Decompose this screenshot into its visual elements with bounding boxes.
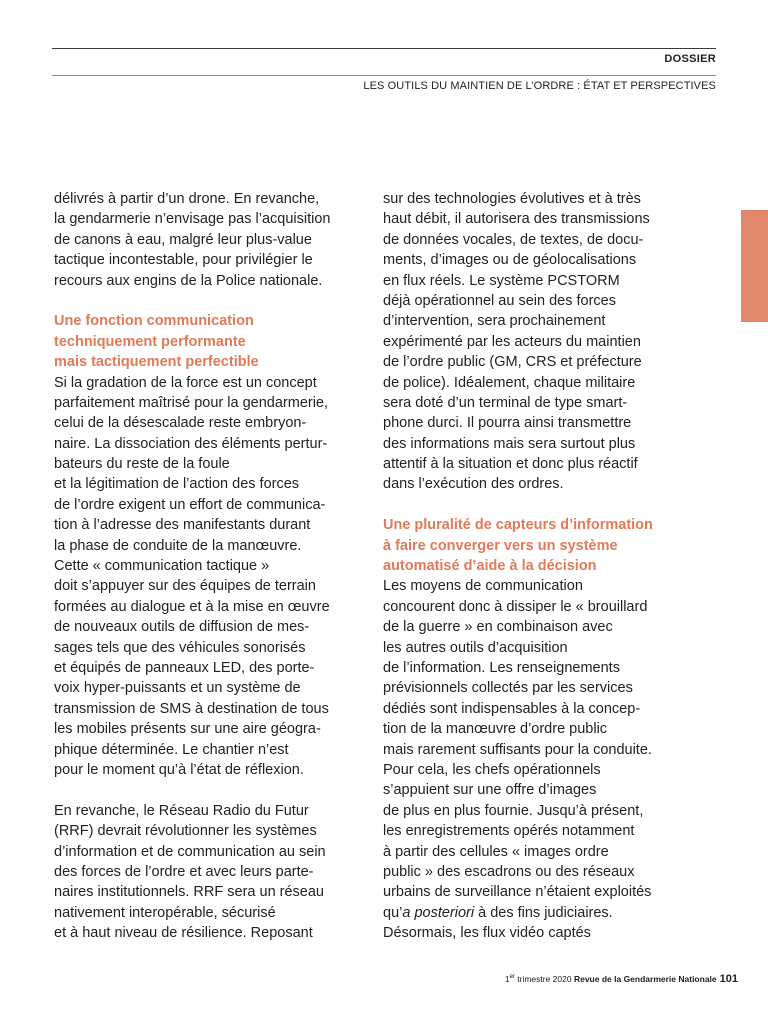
body-line: Si la gradation de la force est un concept (54, 374, 317, 391)
body-line: sera doté d’un terminal de type smart- (383, 394, 628, 411)
section-heading-line: mais tactiquement perfectible (54, 354, 259, 371)
body-line: sages tels que des véhicules sonorisés (54, 639, 306, 656)
issue-number: 1 (504, 974, 510, 984)
section-heading-line: à faire converger vers un système (383, 537, 618, 554)
body-line: public » des escadrons ou des réseaux (383, 863, 635, 880)
body-line: parfaitement maîtrisé pour la gendarmerie, (54, 394, 329, 411)
body-line: et équipés de panneaux LED, des porte- (54, 659, 315, 676)
body-line: les mobiles présents sur une aire géogra- (54, 721, 321, 738)
body-line: Désormais, les flux vidéo captés (383, 925, 591, 942)
page-number: 101 (719, 973, 738, 985)
body-line: tion de la manœuvre d’ordre public (383, 721, 608, 738)
body-line: à partir des cellules « images ordre (383, 843, 609, 860)
body-line: tactique incontestable, pour privilégier le (54, 252, 313, 269)
body-line: des forces de l’ordre et avec leurs parte- (54, 863, 314, 880)
header-top-rule (52, 48, 716, 49)
paragraph-gap (54, 780, 366, 800)
body-line: de données vocales, de textes, de docu- (383, 231, 644, 248)
body-line: naires institutionnels. RRF sera un réseau (54, 884, 324, 901)
body-line: s’appuient sur une offre d’images (383, 782, 597, 799)
body-line: urbains de surveillance n’étaient exploités (383, 884, 652, 901)
body-line: celui de la désescalade reste embryon- (54, 415, 307, 432)
body-line: de nouveaux outils de diffusion de mes- (54, 619, 310, 636)
body-line: sur des technologies évolutives et à très (383, 191, 641, 207)
body-line: haut débit, il autorisera des transmissions (383, 211, 650, 228)
body-line: la phase de conduite de la manœuvre. (54, 537, 302, 554)
body-line: attentif à la situation et donc plus réactif (383, 456, 638, 473)
body-line: Pour cela, les chefs opérationnels (383, 761, 601, 778)
body-line: transmission de SMS à destination de tous (54, 700, 329, 717)
body-line: formées au dialogue et à la mise en œuvre (54, 598, 330, 615)
body-line: déjà opérationnel au sein des forces (383, 292, 616, 309)
body-line: Cette « communication tactique » (54, 558, 270, 575)
body-line: naire. La dissociation des éléments pertur- (54, 435, 328, 452)
body-line: dédiés sont indispensables à la concep- (383, 700, 641, 717)
body-line: prévisionnels collectés par les services (383, 680, 633, 697)
body-line: de l’ordre public (GM, CRS et préfecture (383, 354, 642, 371)
paragraph-gap (383, 495, 697, 515)
line-segment: qu’ (383, 904, 403, 921)
section-label: DOSSIER (664, 53, 716, 65)
body-line: de canons à eau, malgré leur plus-value (54, 231, 312, 248)
right-column (383, 189, 697, 943)
body-line: bateurs du reste de la foule (54, 456, 230, 473)
body-line: de l’information. Les renseignements (383, 659, 620, 676)
body-line: et la légitimation de l’action des forces (54, 476, 300, 493)
body-line: doit s’appuyer sur des équipes de terrain (54, 578, 316, 595)
body-line: expérimenté par les acteurs du maintien (383, 333, 641, 350)
body-line: Les moyens de communication (383, 578, 583, 595)
issue-period: trimestre 2020 (514, 974, 574, 984)
section-subtitle: LES OUTILS DU MAINTIEN DE L’ORDRE : ÉTAT ET PERSPECTIVES (363, 80, 716, 92)
body-line: les autres outils d’acquisition (383, 639, 568, 656)
side-color-tab (741, 210, 768, 322)
section-heading-line: techniquement performante (54, 333, 246, 350)
body-line: de l’ordre exigent un effort de communica- (54, 496, 326, 513)
body-line: des informations mais sera surtout plus (383, 435, 636, 452)
body-line: (RRF) devrait révolutionner les systèmes (54, 823, 317, 840)
body-line: recours aux engins de la Police nationale. (54, 272, 323, 289)
body-line (383, 903, 697, 923)
body-line: pour le moment qu’à l’état de réflexion. (54, 761, 304, 778)
journal-name: Revue de la Gendarmerie Nationale (573, 974, 717, 984)
body-line: phone durci. Il pourra ainsi transmettre (383, 415, 632, 432)
issue-superscript: er (509, 974, 515, 981)
body-line: concourent donc à dissiper le « brouillard (383, 598, 648, 615)
body-line: de la guerre » en combinaison avec (383, 619, 613, 636)
body-line: les enregistrements opérés notamment (383, 823, 635, 840)
body-line: d’information et de communication au sein (54, 843, 326, 860)
line-segment: à des fins judiciaires. (474, 904, 613, 921)
page-footer (505, 973, 738, 985)
body-line: tion à l’adresse des manifestants durant (54, 517, 311, 534)
section-heading-line: automatisé d’aide à la décision (383, 558, 597, 575)
body-line: phique déterminée. Le chantier n’est (54, 741, 289, 758)
section-heading-line: Une fonction communication (54, 313, 254, 330)
body-line: voix hyper-puissants et un système de (54, 680, 301, 697)
body-line: la gendarmerie n’envisage pas l’acquisition (54, 211, 331, 228)
header-divider (52, 75, 716, 76)
italic-phrase: a posteriori (402, 904, 475, 921)
body-line: et à haut niveau de résilience. Reposant (54, 925, 313, 942)
paragraph-gap (54, 291, 366, 311)
body-line: ments, d’images ou de géolocalisations (383, 252, 637, 269)
body-line: nativement interopérable, sécurisé (54, 904, 276, 921)
section-heading-line: Une pluralité de capteurs d’information (383, 517, 653, 534)
body-line: dans l’exécution des ordres. (383, 476, 564, 493)
body-line: délivrés à partir d’un drone. En revanche, (54, 191, 320, 207)
body-line: mais rarement suffisants pour la conduite. (383, 741, 652, 758)
body-line: en flux réels. Le système PCSTORM (383, 272, 620, 289)
body-line: d’intervention, sera prochainement (383, 313, 606, 330)
body-line: de plus en plus fournie. Jusqu’à présent, (383, 802, 644, 819)
body-line: En revanche, le Réseau Radio du Futur (54, 802, 309, 819)
body-line: de police). Idéalement, chaque militaire (383, 374, 636, 391)
left-column (54, 189, 366, 943)
